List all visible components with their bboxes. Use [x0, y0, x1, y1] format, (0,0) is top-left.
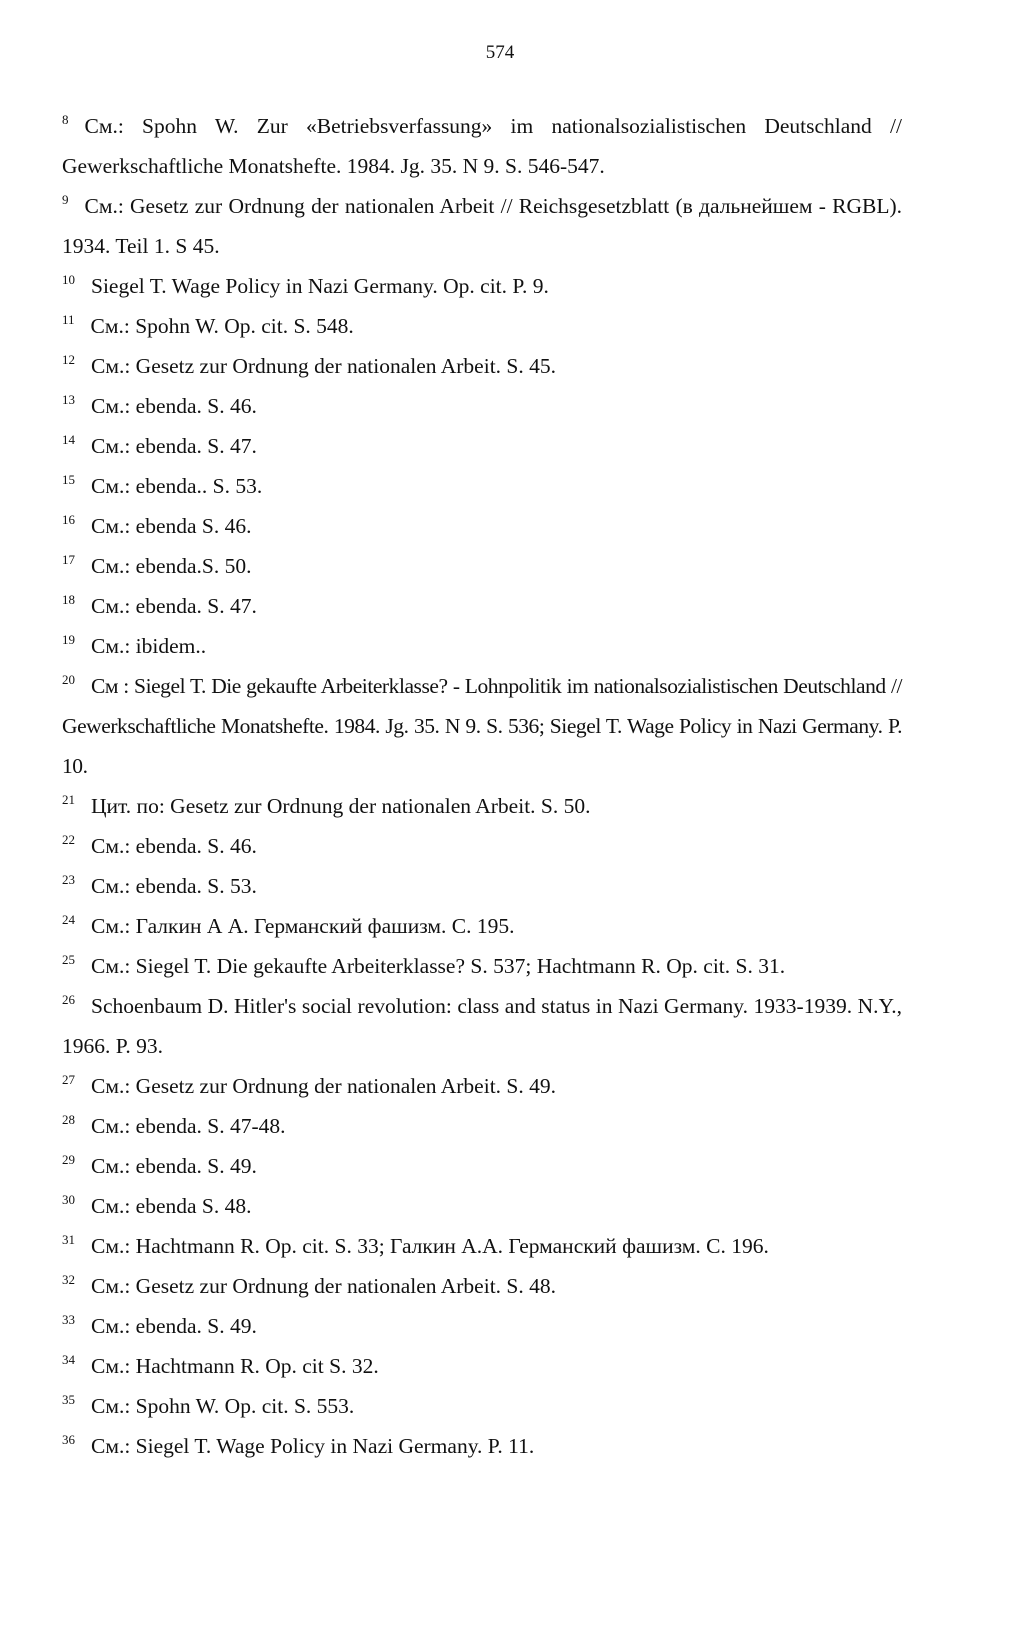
- footnote-number: 35: [62, 1392, 75, 1407]
- footnote-number: 18: [62, 592, 75, 607]
- footnote: [62, 1226, 902, 1266]
- footnote-text: См.: ebenda. S. 47-48.: [91, 1114, 286, 1138]
- footnote: [62, 386, 902, 426]
- footnote-text: См.: Gesetz zur Ordnung der nationalen Arbeit. S. 48.: [91, 1274, 557, 1298]
- footnote-number: 26: [62, 992, 75, 1007]
- footnote: [62, 186, 902, 266]
- footnote-list: [62, 106, 902, 1466]
- footnote-text: См.: Gesetz zur Ordnung der nationalen Arbeit // Reichsgesetzblatt (в дальнейшем - RGBL). 1934. Teil 1. S 45.: [62, 194, 902, 258]
- footnote: [62, 1106, 902, 1146]
- footnote-text: Schoenbaum D. Hitler's social revolution: class and status in Nazi Germany. 1933-1939. N.Y., 1966. P. 93.: [62, 994, 902, 1058]
- footnote: [62, 826, 902, 866]
- footnote-text: См.: Gesetz zur Ordnung der nationalen Arbeit. S. 49.: [91, 1074, 557, 1098]
- footnote-text: Siegel T. Wage Policy in Nazi Germany. Op. cit. P. 9.: [91, 274, 549, 298]
- footnote: [62, 586, 902, 626]
- footnote: [62, 1306, 902, 1346]
- footnote-text: См.: Siegel T. Die gekaufte Arbeiterklasse? S. 537; Hachtmann R. Op. cit. S. 31.: [91, 954, 786, 978]
- footnote-text: См.: Spohn W. Op. cit. S. 548.: [90, 314, 354, 338]
- footnote-text: См : Siegel T. Die gekaufte Arbeiterklasse? - Lohnpolitik im nationalsozialistischen Deutschland // Gewerkschaftliche Monatshefte. 1984. Jg. 35. N 9. S. 536; Siegel T. Wage Policy in Nazi Germany. P. 10.: [62, 674, 902, 778]
- footnote-text: Цит. по: Gesetz zur Ordnung der nationalen Arbeit. S. 50.: [91, 794, 591, 818]
- footnote-text: См.: ebenda S. 46.: [91, 514, 252, 538]
- footnote: [62, 1386, 902, 1426]
- footnote-number: 23: [62, 872, 75, 887]
- footnote-text: См.: Галкин А А. Германский фашизм. С. 195.: [91, 914, 515, 938]
- footnote-number: 25: [62, 952, 75, 967]
- footnote: [62, 866, 902, 906]
- footnote-text: См.: ebenda. S. 46.: [91, 834, 257, 858]
- footnote-number: 16: [62, 512, 75, 527]
- footnote-text: См.: ebenda. S. 47.: [91, 434, 257, 458]
- footnote-number: 32: [62, 1272, 75, 1287]
- footnote: [62, 946, 902, 986]
- footnote-number: 36: [62, 1432, 75, 1447]
- footnote-number: 27: [62, 1072, 75, 1087]
- footnote: [62, 426, 902, 466]
- footnote-text: См.: ebenda. S. 53.: [91, 874, 257, 898]
- footnote-number: 28: [62, 1112, 75, 1127]
- footnote: [62, 986, 902, 1066]
- footnote-text: См.: Spohn W. Op. cit. S. 553.: [91, 1394, 355, 1418]
- footnote-number: 14: [62, 432, 75, 447]
- footnote-text: См.: ebenda S. 48.: [91, 1194, 252, 1218]
- footnote-text: См.: ebenda. S. 46.: [91, 394, 257, 418]
- footnote-text: См.: ibidem..: [91, 634, 207, 658]
- footnote-number: 9: [62, 192, 69, 207]
- footnote-number: 34: [62, 1352, 75, 1367]
- footnote: [62, 1066, 902, 1106]
- footnote-number: 15: [62, 472, 75, 487]
- footnote-text: См.: ebenda.S. 50.: [91, 554, 252, 578]
- footnote-text: См.: ebenda. S. 47.: [91, 594, 257, 618]
- footnote: [62, 546, 902, 586]
- footnote: [62, 906, 902, 946]
- footnote-number: 29: [62, 1152, 75, 1167]
- footnote-number: 20: [62, 672, 75, 687]
- footnote: [62, 266, 902, 306]
- footnote: [62, 786, 902, 826]
- footnote-text: См.: Spohn W. Zur «Betriebsverfassung» im nationalsozialistischen Deutschland // Gewerkschaftliche Monatshefte. 1984. Jg. 35. N 9. S. 546-547.: [62, 114, 902, 178]
- footnote: [62, 1146, 902, 1186]
- footnote-number: 17: [62, 552, 75, 567]
- footnote-number: 10: [62, 272, 75, 287]
- footnote-number: 30: [62, 1192, 75, 1207]
- footnote-number: 13: [62, 392, 75, 407]
- footnote: [62, 1426, 902, 1466]
- footnote: [62, 346, 902, 386]
- footnote-number: 11: [62, 312, 75, 327]
- footnote-text: См.: Siegel T. Wage Policy in Nazi Germany. P. 11.: [91, 1434, 535, 1458]
- footnote: [62, 106, 902, 186]
- footnote: [62, 1266, 902, 1306]
- footnote-text: См.: ebenda. S. 49.: [91, 1314, 257, 1338]
- footnote-number: 19: [62, 632, 75, 647]
- footnote-text: См.: Gesetz zur Ordnung der nationalen Arbeit. S. 45.: [91, 354, 557, 378]
- footnote-number: 8: [62, 112, 69, 127]
- footnote-number: 24: [62, 912, 75, 927]
- footnote: [62, 1186, 902, 1226]
- page-number: 574: [485, 42, 515, 63]
- footnote-number: 31: [62, 1232, 75, 1247]
- footnote-text: См.: Hachtmann R. Op. cit. S. 33; Галкин А.А. Германский фашизм. С. 196.: [91, 1234, 769, 1258]
- footnote-text: См.: ebenda. S. 49.: [91, 1154, 257, 1178]
- footnote: [62, 626, 902, 666]
- footnote-number: 33: [62, 1312, 75, 1327]
- footnote-text: См.: Hachtmann R. Op. cit S. 32.: [91, 1354, 379, 1378]
- footnote: [62, 666, 902, 786]
- footnote: [62, 506, 902, 546]
- footnote: [62, 1346, 902, 1386]
- footnote-number: 12: [62, 352, 75, 367]
- footnote: [62, 466, 902, 506]
- footnote-number: 21: [62, 792, 75, 807]
- footnote-number: 22: [62, 832, 75, 847]
- footnote: [62, 306, 902, 346]
- footnote-text: См.: ebenda.. S. 53.: [91, 474, 263, 498]
